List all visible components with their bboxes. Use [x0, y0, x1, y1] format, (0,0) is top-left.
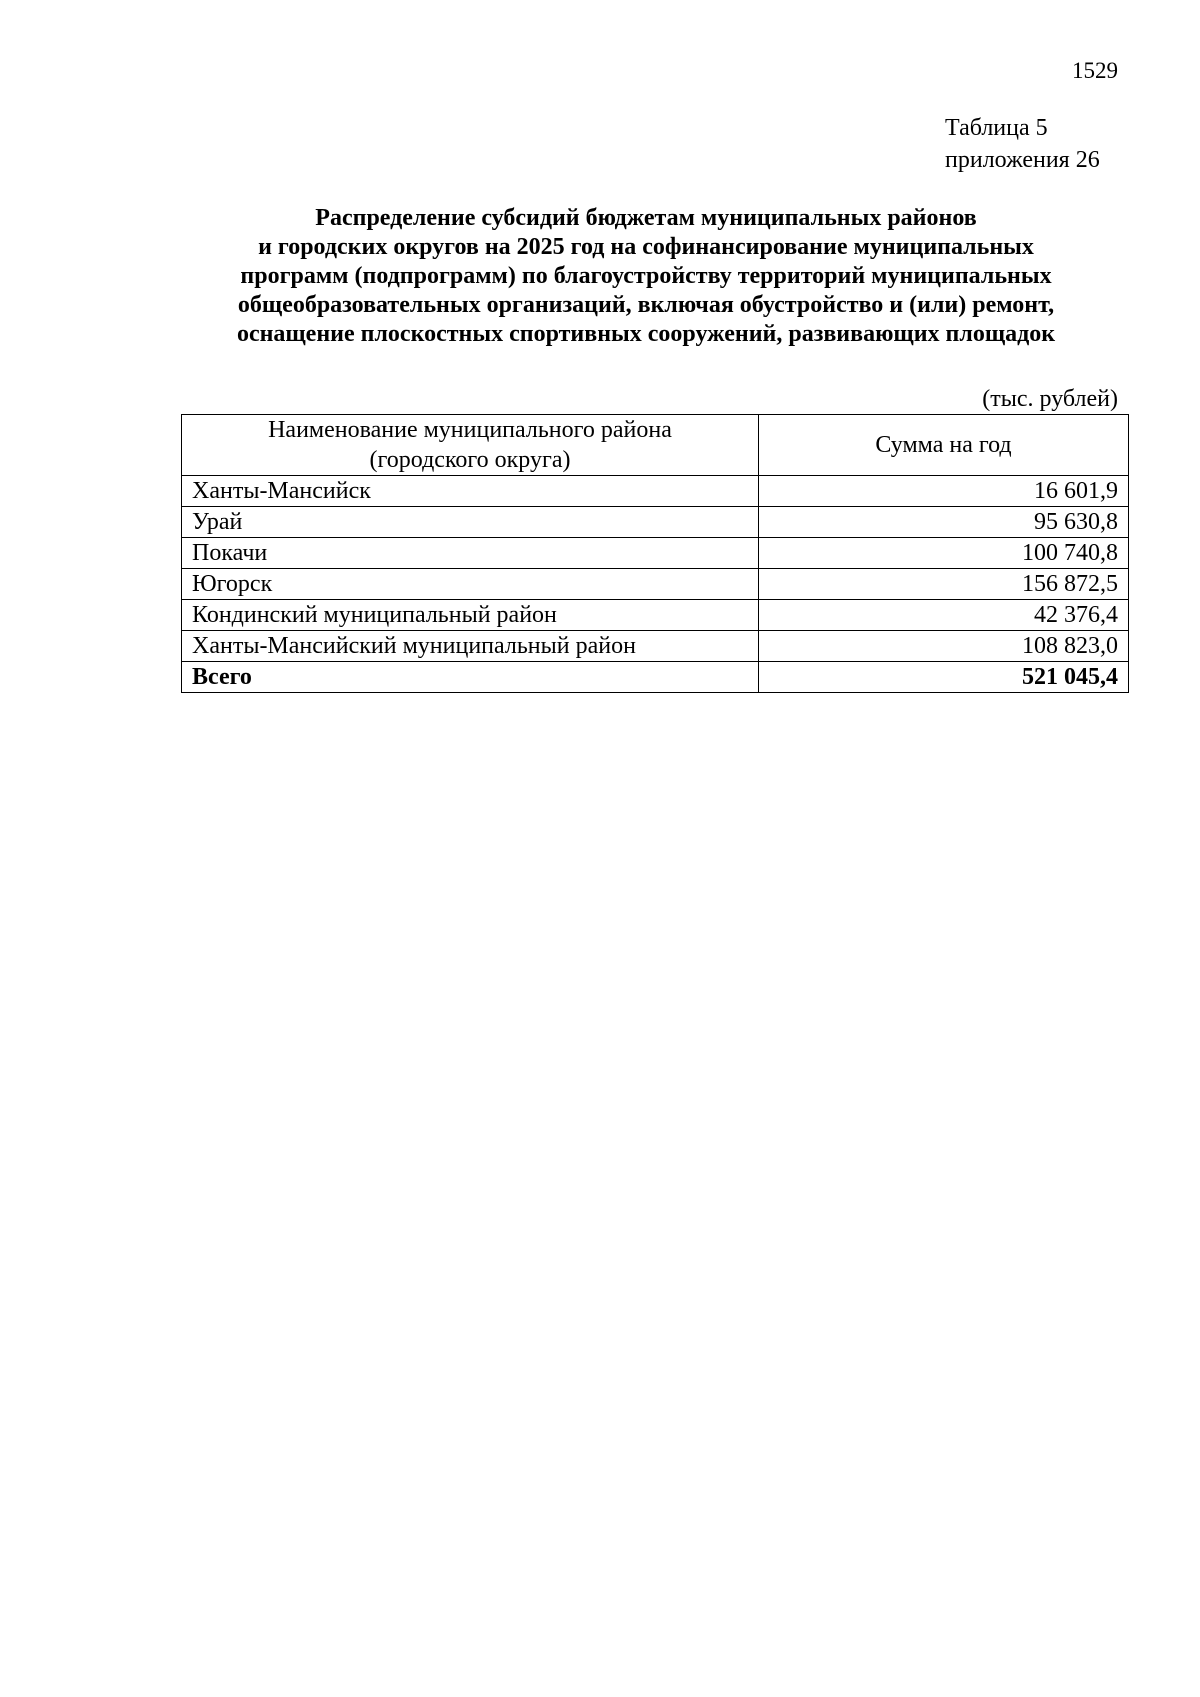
subsidy-amount: 42 376,4: [759, 600, 1129, 631]
table-row: [182, 600, 1129, 631]
subsidy-amount: 156 872,5: [759, 569, 1129, 600]
table-row: [182, 631, 1129, 662]
document-title: [160, 204, 1132, 349]
title-line: Распределение субсидий бюджетам муниципальных районов: [315, 205, 977, 231]
table-row: [182, 476, 1129, 507]
units-label: (тыс. рублей): [982, 386, 1118, 412]
table-reference: [945, 112, 1100, 176]
page-number: 1529: [1072, 58, 1118, 83]
subsidy-amount: 16 601,9: [759, 476, 1129, 507]
title-line: оснащение плоскостных спортивных сооружений, развивающих площадок: [236, 321, 1056, 347]
total-amount: 521 045,4: [759, 662, 1129, 693]
appendix-number: приложения 26: [945, 147, 1100, 173]
header-municipality-line1: Наименование муниципального района: [268, 417, 672, 443]
total-label: Всего: [182, 662, 759, 693]
table-row: [182, 538, 1129, 569]
municipality-name: Кондинский муниципальный район: [182, 600, 759, 631]
subsidy-amount: 108 823,0: [759, 631, 1129, 662]
table-row: [182, 569, 1129, 600]
municipality-name: Югорск: [182, 569, 759, 600]
municipality-name: Ханты-Мансийский муниципальный район: [182, 631, 759, 662]
municipality-name: Покачи: [182, 538, 759, 569]
header-municipality-line2: (городского округа): [369, 447, 571, 473]
header-municipality: [182, 415, 759, 476]
municipality-name: Урай: [182, 507, 759, 538]
subsidy-amount: 95 630,8: [759, 507, 1129, 538]
table-number: Таблица 5: [945, 115, 1048, 141]
title-line: и городских округов на 2025 год на софинансирование муниципальных: [258, 234, 1034, 260]
total-row: [182, 662, 1129, 693]
header-amount: Сумма на год: [759, 415, 1129, 476]
table-header-row: [182, 415, 1129, 476]
table-row: [182, 507, 1129, 538]
title-line: общеобразовательных организаций, включая обустройство и (или) ремонт,: [237, 292, 1055, 318]
subsidies-table: [181, 414, 1129, 693]
title-line: программ (подпрограмм) по благоустройству территорий муниципальных: [240, 263, 1052, 289]
municipality-name: Ханты-Мансийск: [182, 476, 759, 507]
subsidy-amount: 100 740,8: [759, 538, 1129, 569]
